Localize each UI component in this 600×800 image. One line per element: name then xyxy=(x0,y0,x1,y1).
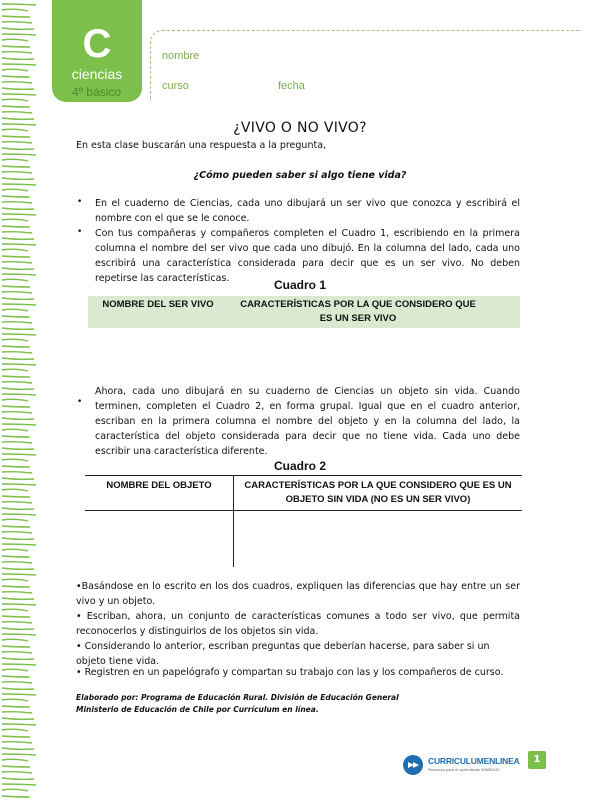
footer-credit: Elaborado por: Programa de Educación Rural. División de Educación General xyxy=(76,693,399,702)
final-item: • Registren en un papelógrafo y compartan su trabajo con las y los compañeros de curso. xyxy=(76,667,504,678)
bullet-dot: • xyxy=(77,227,83,237)
table2-col-name: NOMBRE DEL OBJETO xyxy=(106,480,212,491)
table2-grid xyxy=(85,475,522,567)
table2 xyxy=(85,475,522,567)
guiding-question: ¿Cómo pueden saber si algo tiene vida? xyxy=(193,170,407,181)
name-label: nombre xyxy=(162,50,200,62)
page-title: ¿VIVO O NO VIVO? xyxy=(233,120,367,136)
final-item: •Basándose en lo escrito en los dos cuadros, expliquen las diferencias que hay entre un ser vivo y un objeto. xyxy=(76,581,520,607)
final-item: • Considerando lo anterior, escriban preguntas que deberían hacerse, para saber si un objeto tiene vida. xyxy=(76,641,490,667)
student-info-box xyxy=(150,30,581,101)
bullet-dot: • xyxy=(77,197,83,207)
table1-title: Cuadro 1 xyxy=(273,278,326,292)
brand-tagline: Recursos para el aprendizaje MINEDUC xyxy=(428,767,500,772)
course-label: curso xyxy=(162,80,189,92)
brand-logo xyxy=(402,754,518,776)
bullet-item: Con tus compañeras y compañeros completen el Cuadro 1, escribiendo en la primera columna el nombre del ser vivo que cada uno dibujó. En la columna del lado, cada uno escribirá una característica considerada para decir que es un ser vivo. No deben repetirse las características. xyxy=(95,228,520,284)
grade-label: 4º básico xyxy=(72,85,122,99)
table2-title: Cuadro 2 xyxy=(273,459,326,473)
table1-col-characteristics: CARACTERÍSTICAS POR LA QUE CONSIDERO QUE ES UN SER VIVO xyxy=(240,299,476,324)
table1-header xyxy=(88,296,520,328)
bullet-item: En el cuaderno de Ciencias, cada uno dibujará un ser vivo que conozca y escribirá el nombre con el que se le conoce. xyxy=(95,198,520,224)
logo-letter: C xyxy=(82,22,112,66)
bullet-dot: • xyxy=(77,397,83,407)
table1-col-name: NOMBRE DEL SER VIVO xyxy=(102,299,214,310)
brand-name: CURRICULUMENLINEA xyxy=(428,756,520,766)
subject-label: ciencias xyxy=(71,66,123,82)
bullet-item: Ahora, cada uno dibujará en su cuaderno de Ciencias un objeto sin vida. Cuando terminen, completen el Cuadro 2, en forma grupal. Igual que en el cuadro anterior, escriban en la primera columna el nombre del objeto y en la columna del lado, la característica del objeto considerada para decir que no tiene vida. Cada uno debe escribir una característica diferente. xyxy=(95,386,520,457)
final-item: • Escriban, ahora, un conjunto de características comunes a todo ser vivo, que permita reconocerlos y distinguirlos de los objetos sin vida. xyxy=(76,611,520,637)
table2-col-characteristics: CARACTERÍSTICAS POR LA QUE CONSIDERO QUE ES UN OBJETO SIN VIDA (NO ES UN SER VIVO) xyxy=(244,480,512,505)
curriculum-arrow-icon xyxy=(402,754,424,776)
footer-ministry: Ministerio de Educación de Chile por Currículum en línea. xyxy=(76,705,319,714)
page-number: 1 xyxy=(528,751,546,769)
intro-text: En esta clase buscarán una respuesta a la pregunta, xyxy=(76,140,327,151)
date-label: fecha xyxy=(278,80,305,92)
